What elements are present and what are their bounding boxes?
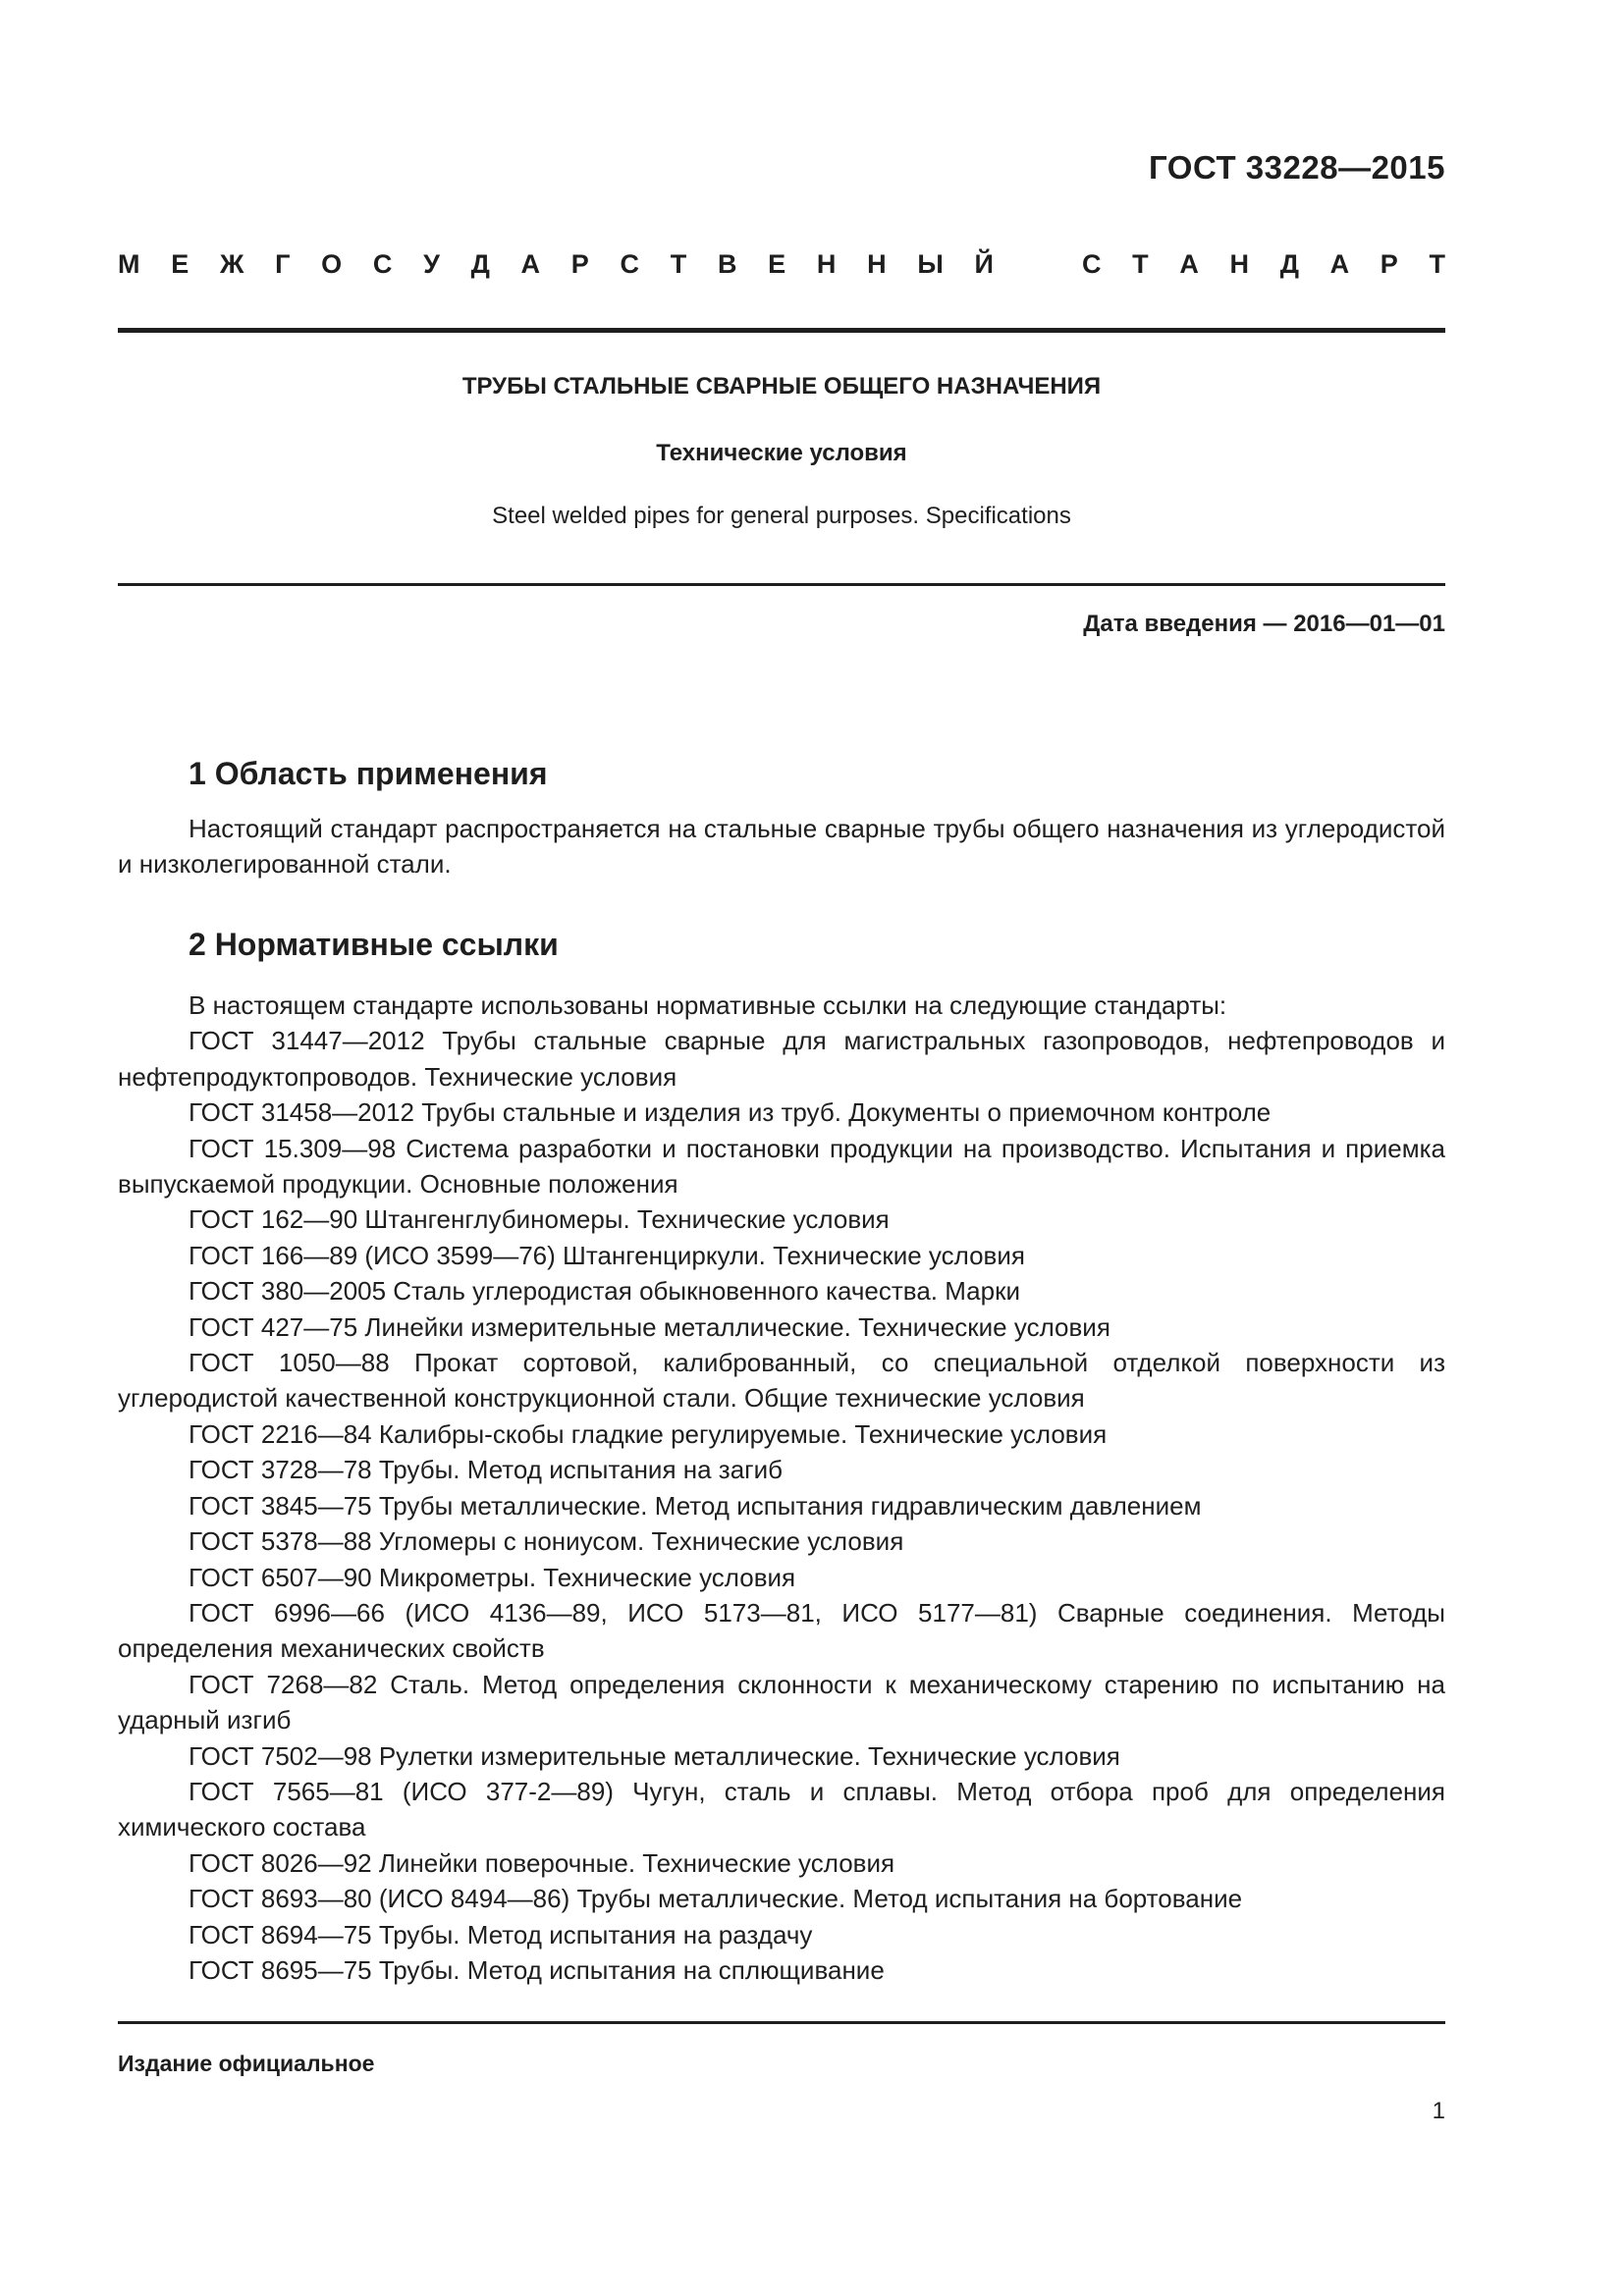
banner-letter: Д (1279, 249, 1299, 279)
banner-letter: М (118, 249, 140, 279)
page-number: 1 (1432, 2098, 1445, 2124)
banner-letter: А (520, 249, 541, 279)
banner-letter: Р (1380, 249, 1398, 279)
reference-entry: ГОСТ 5378—88 Угломеры с нониусом. Технические условия (189, 1526, 904, 1557)
reference-entry: ГОСТ 3845—75 Трубы металлические. Метод испытания гидравлическим давлением (189, 1490, 1202, 1521)
reference-entry: ГОСТ 6996—66 (ИСО 4136—89, ИСО 5173—81, ИСО 5177—81) Сварные соединения. Методы определения механических свойств (118, 1597, 1445, 1664)
reference-entry: ГОСТ 380—2005 Сталь углеродистая обыкновенного качества. Марки (189, 1276, 1020, 1307)
section-1-body (118, 811, 1445, 882)
banner-letter: Т (670, 249, 687, 279)
reference-entry: ГОСТ 8695—75 Трубы. Метод испытания на сплющивание (189, 1954, 885, 1985)
reference-entry: ГОСТ 7565—81 (ИСО 377-2—89) Чугун, сталь и сплавы. Метод отбора проб для определения химического состава (118, 1776, 1445, 1842)
banner-letter: Д (470, 249, 490, 279)
reference-entry: ГОСТ 3728—78 Трубы. Метод испытания на загиб (189, 1455, 784, 1485)
reference-entry: ГОСТ 15.309—98 Система разработки и постановки продукции на производство. Испытания и приемка выпускаемой продукции. Основные положения (118, 1133, 1445, 1200)
reference-entry: ГОСТ 8026—92 Линейки поверочные. Технические условия (189, 1847, 895, 1878)
document-page (118, 0, 1445, 2296)
document-subtitle: Технические условия (656, 440, 907, 466)
reference-entry: ГОСТ 162—90 Штангенглубиномеры. Технические условия (189, 1204, 890, 1235)
banner-letter: Й (974, 249, 994, 279)
banner-letter: Ы (917, 249, 944, 279)
english-title: Steel welded pipes for general purposes. Specifications (492, 503, 1071, 529)
reference-entry: ГОСТ 31447—2012 Трубы стальные сварные для магистральных газопроводов, нефтепроводов и нефтепродуктопроводов. Технические условия (118, 1026, 1445, 1092)
banner-letter: Т (1429, 249, 1445, 279)
banner-letter: В (717, 249, 737, 279)
standard-type-banner (118, 249, 1445, 280)
banner-letter: О (321, 249, 343, 279)
banner-letter: Е (171, 249, 189, 279)
paragraph: Настоящий стандарт распространяется на стальные сварные трубы общего назначения из углеродистой и низколегированной стали. (118, 814, 1445, 880)
banner-letter: Е (768, 249, 786, 279)
document-title: ТРУБЫ СТАЛЬНЫЕ СВАРНЫЕ ОБЩЕГО НАЗНАЧЕНИЯ (461, 373, 1102, 400)
reference-entry: ГОСТ 7268—82 Сталь. Метод определения склонности к механическому старению по испытанию на ударный изгиб (118, 1669, 1445, 1735)
banner-letter: Ж (219, 249, 244, 279)
header-divider (118, 328, 1445, 333)
reference-entry: ГОСТ 8693—80 (ИСО 8494—86) Трубы металлические. Метод испытания на бортование (189, 1884, 1243, 1914)
official-edition-label: Издание официальное (118, 2051, 375, 2076)
banner-letter: А (1179, 249, 1199, 279)
reference-entry: ГОСТ 166—89 (ИСО 3599—76) Штангенциркули. Технические условия (189, 1240, 1025, 1270)
banner-letter: Н (867, 249, 887, 279)
reference-entry: ГОСТ 31458—2012 Трубы стальные и изделия из труб. Документы о приемочном контроле (189, 1097, 1272, 1128)
reference-entry: ГОСТ 1050—88 Прокат сортовой, калиброванный, со специальной отделкой поверхности из углеродистой качественной конструкционной стали. Общие технические условия (118, 1348, 1445, 1414)
banner-letter: Г (275, 249, 291, 279)
banner-letter: Н (1229, 249, 1250, 279)
banner-letter: С (1082, 249, 1102, 279)
section-1-heading: 1 Область применения (189, 756, 548, 791)
introduction-date: Дата введения — 2016—01—01 (1083, 611, 1445, 637)
paragraph: В настоящем стандарте использованы нормативные ссылки на следующие стандарты: (189, 990, 1227, 1020)
banner-letter: Т (1132, 249, 1149, 279)
reference-entry: ГОСТ 7502—98 Рулетки измерительные металлические. Технические условия (189, 1740, 1120, 1771)
banner-letter: Р (570, 249, 589, 279)
reference-entry: ГОСТ 8694—75 Трубы. Метод испытания на раздачу (189, 1919, 813, 1949)
title-divider (118, 583, 1445, 586)
banner-letter: Н (816, 249, 837, 279)
reference-entry: ГОСТ 427—75 Линейки измерительные металлические. Технические условия (189, 1311, 1110, 1342)
banner-letter: С (372, 249, 393, 279)
banner-letter: А (1329, 249, 1350, 279)
reference-entry: ГОСТ 6507—90 Микрометры. Технические условия (189, 1562, 796, 1592)
banner-word-interstate (118, 249, 994, 280)
footer-divider (118, 2021, 1445, 2024)
banner-letter: С (620, 249, 639, 279)
section-2-heading: 2 Нормативные ссылки (189, 927, 559, 962)
banner-letter: У (423, 249, 440, 279)
banner-word-standard (1082, 249, 1445, 280)
document-number: ГОСТ 33228—2015 (1149, 149, 1445, 186)
reference-entry: ГОСТ 2216—84 Калибры-скобы гладкие регулируемые. Технические условия (189, 1418, 1108, 1449)
section-2-body (118, 988, 1445, 1988)
